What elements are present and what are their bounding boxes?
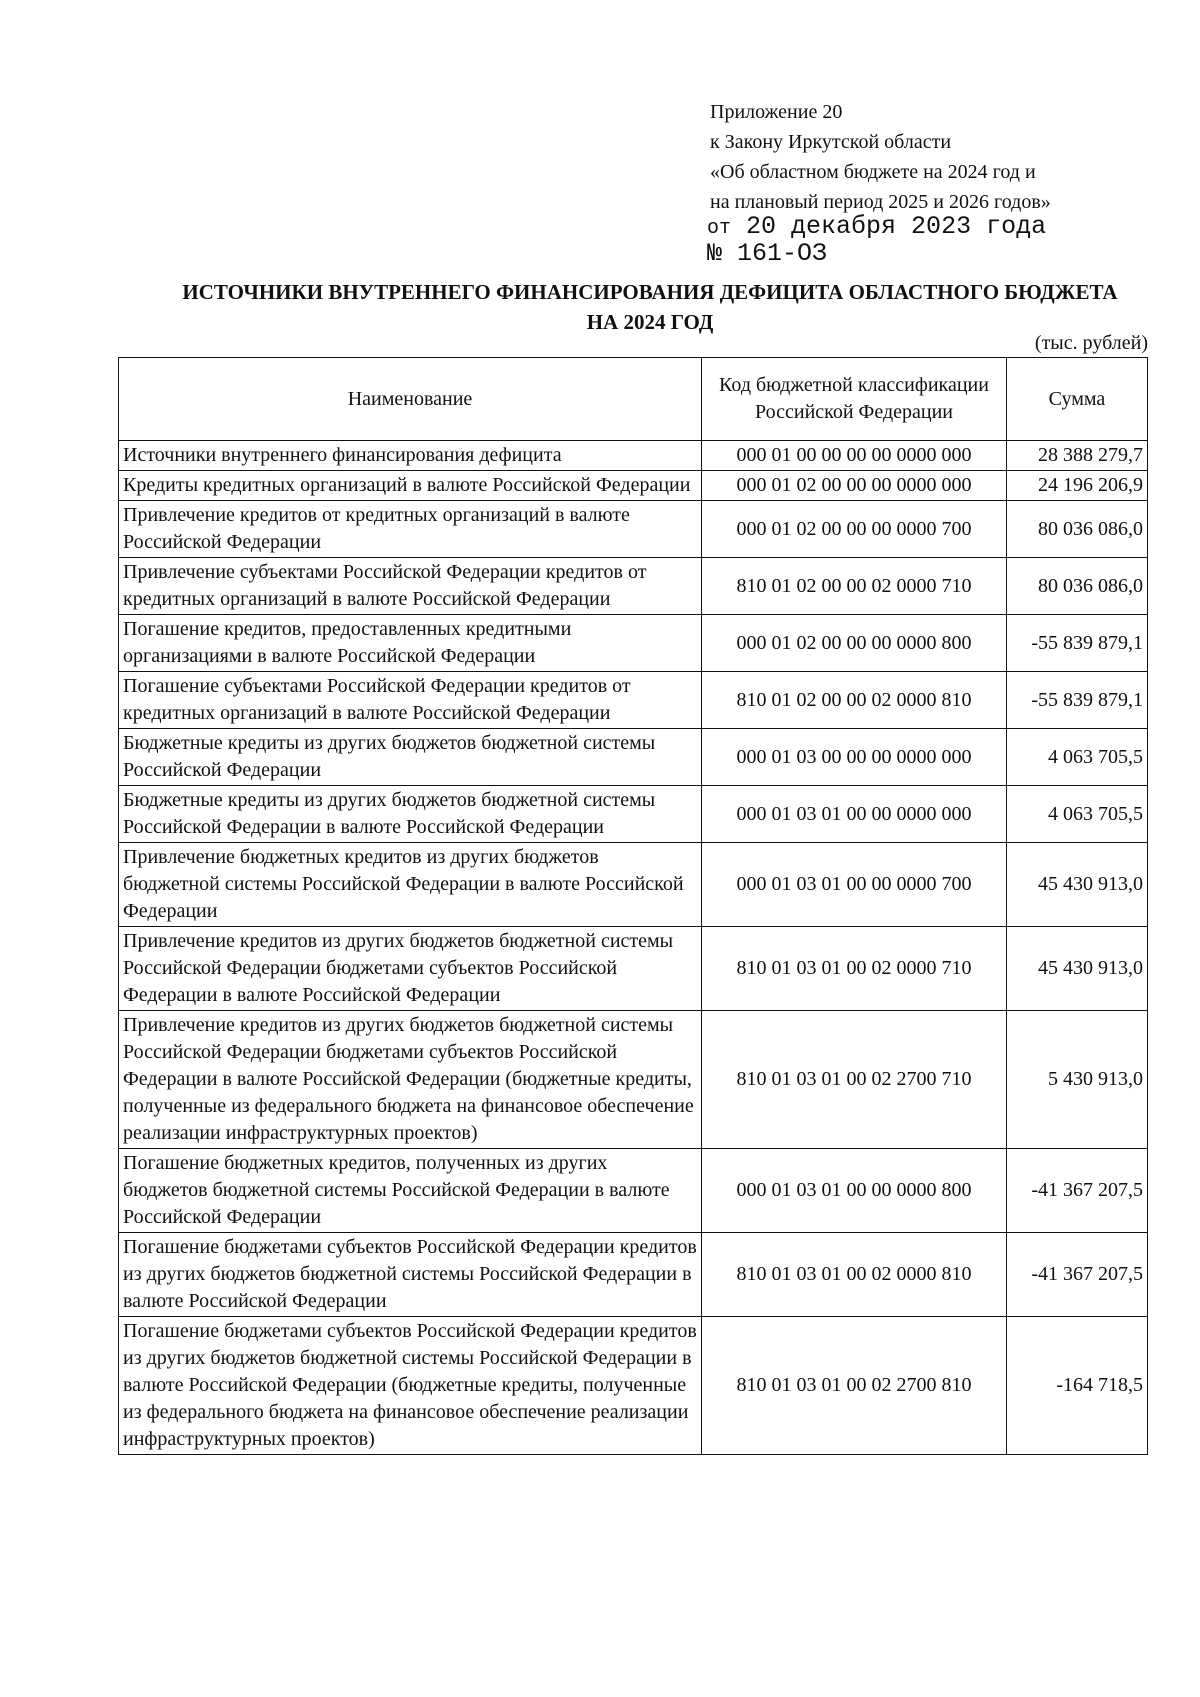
table-row: [119, 615, 1148, 672]
row-code-cell: 810 01 03 01 00 02 0000 710: [702, 927, 1007, 1011]
row-sum-cell: -41 367 207,5: [1007, 1149, 1148, 1233]
row-code-cell: 000 01 00 00 00 00 0000 000: [702, 441, 1007, 471]
row-code-cell: 810 01 03 01 00 02 2700 810: [702, 1317, 1007, 1455]
table-row: [119, 1317, 1148, 1455]
row-sum-cell: 4 063 705,5: [1007, 786, 1148, 843]
row-code-cell: 000 01 03 00 00 00 0000 000: [702, 729, 1007, 786]
row-sum-cell: 80 036 086,0: [1007, 558, 1148, 615]
law-number-stamp: [707, 239, 827, 268]
table-row: [119, 471, 1148, 501]
row-code-cell: 000 01 03 01 00 00 0000 700: [702, 843, 1007, 927]
row-code-cell: 000 01 02 00 00 00 0000 700: [702, 501, 1007, 558]
row-code-cell: 810 01 02 00 00 02 0000 710: [702, 558, 1007, 615]
table-body: [119, 441, 1148, 1455]
title-line-2: НА 2024 ГОД: [586, 310, 714, 334]
header-name: Наименование: [119, 358, 702, 441]
row-name-cell: Привлечение кредитов от кредитных организаций в валюте Российской Федерации: [119, 501, 702, 558]
title-line-1: ИСТОЧНИКИ ВНУТРЕННЕГО ФИНАНСИРОВАНИЯ ДЕФИЦИТА ОБЛАСТНОГО БЮДЖЕТА: [182, 280, 1118, 304]
units-note: (тыс. рублей): [1034, 332, 1148, 354]
row-sum-cell: 45 430 913,0: [1007, 927, 1148, 1011]
row-name-cell: Бюджетные кредиты из других бюджетов бюджетной системы Российской Федерации: [119, 729, 702, 786]
row-sum-cell: -55 839 879,1: [1007, 672, 1148, 729]
table-row: [119, 786, 1148, 843]
row-name-cell: Бюджетные кредиты из других бюджетов бюджетной системы Российской Федерации в валюте Российской Федерации: [119, 786, 702, 843]
row-code-cell: 000 01 03 01 00 00 0000 000: [702, 786, 1007, 843]
row-name-cell: Привлечение кредитов из других бюджетов бюджетной системы Российской Федерации бюджетами субъектов Российской Федерации в валюте Российской Федерации (бюджетные кредиты, полученные из федерального бюджета на финансовое обеспечение реализации инфраструктурных проектов): [119, 1011, 702, 1149]
row-code-cell: 000 01 02 00 00 00 0000 000: [702, 471, 1007, 501]
row-name-cell: Погашение бюджетами субъектов Российской Федерации кредитов из других бюджетов бюджетной системы Российской Федерации в валюте Российской Федерации (бюджетные кредиты, полученные из федерального бюджета на финансовое обеспечение реализации инфраструктурных проектов): [119, 1317, 702, 1455]
row-name-cell: Погашение бюджетами субъектов Российской Федерации кредитов из других бюджетов бюджетной системы Российской Федерации в валюте Российской Федерации: [119, 1233, 702, 1317]
row-sum-cell: 28 388 279,7: [1007, 441, 1148, 471]
row-sum-cell: 24 196 206,9: [1007, 471, 1148, 501]
table-row: [119, 1233, 1148, 1317]
table-header-row: [119, 358, 1148, 441]
row-sum-cell: 5 430 913,0: [1007, 1011, 1148, 1149]
table-row: [119, 558, 1148, 615]
row-name-cell: Привлечение бюджетных кредитов из других бюджетов бюджетной системы Российской Федерации в валюте Российской Федерации: [119, 843, 702, 927]
table-row: [119, 501, 1148, 558]
row-code-cell: 000 01 02 00 00 00 0000 800: [702, 615, 1007, 672]
row-name-cell: Источники внутреннего финансирования дефицита: [119, 441, 702, 471]
appendix-line: «Об областном бюджете на 2024 год и: [710, 161, 1036, 183]
table-row: [119, 927, 1148, 1011]
law-date-stamp: [707, 212, 1046, 241]
row-name-cell: Погашение кредитов, предоставленных кредитными организациями в валюте Российской Федерации: [119, 615, 702, 672]
row-sum-cell: -55 839 879,1: [1007, 615, 1148, 672]
row-name-cell: Кредиты кредитных организаций в валюте Российской Федерации: [119, 471, 702, 501]
table-row: [119, 1011, 1148, 1149]
row-code-cell: 000 01 03 01 00 00 0000 800: [702, 1149, 1007, 1233]
row-name-cell: Погашение субъектами Российской Федерации кредитов от кредитных организаций в валюте Российской Федерации: [119, 672, 702, 729]
document-title: [60, 277, 1200, 337]
row-code-cell: 810 01 02 00 00 02 0000 810: [702, 672, 1007, 729]
table-row: [119, 672, 1148, 729]
table-row: [119, 1149, 1148, 1233]
appendix-header: [710, 97, 1051, 217]
row-name-cell: Погашение бюджетных кредитов, полученных из других бюджетов бюджетной системы Российской Федерации в валюте Российской Федерации: [119, 1149, 702, 1233]
row-code-cell: 810 01 03 01 00 02 0000 810: [702, 1233, 1007, 1317]
table-row: [119, 729, 1148, 786]
financing-sources-table: [118, 357, 1148, 1455]
row-code-cell: 810 01 03 01 00 02 2700 710: [702, 1011, 1007, 1149]
row-name-cell: Привлечение субъектами Российской Федерации кредитов от кредитных организаций в валюте Российской Федерации: [119, 558, 702, 615]
row-sum-cell: -41 367 207,5: [1007, 1233, 1148, 1317]
row-sum-cell: -164 718,5: [1007, 1317, 1148, 1455]
row-sum-cell: 80 036 086,0: [1007, 501, 1148, 558]
row-sum-cell: 45 430 913,0: [1007, 843, 1148, 927]
row-sum-cell: 4 063 705,5: [1007, 729, 1148, 786]
law-date: 20 декабря 2023 года: [746, 212, 1047, 241]
appendix-line: на плановый период 2025 и 2026 годов»: [710, 191, 1051, 213]
header-sum: Сумма: [1007, 358, 1148, 441]
header-code: Код бюджетной классификации Российской Федерации: [702, 358, 1007, 441]
appendix-line: Приложение 20: [710, 101, 843, 123]
row-name-cell: Привлечение кредитов из других бюджетов бюджетной системы Российской Федерации бюджетами субъектов Российской Федерации в валюте Российской Федерации: [119, 927, 702, 1011]
law-number: № 161-ОЗ: [707, 239, 828, 268]
table-row: [119, 843, 1148, 927]
appendix-line: к Закону Иркутской области: [710, 131, 952, 153]
date-prefix: от: [707, 217, 732, 240]
table-row: [119, 441, 1148, 471]
